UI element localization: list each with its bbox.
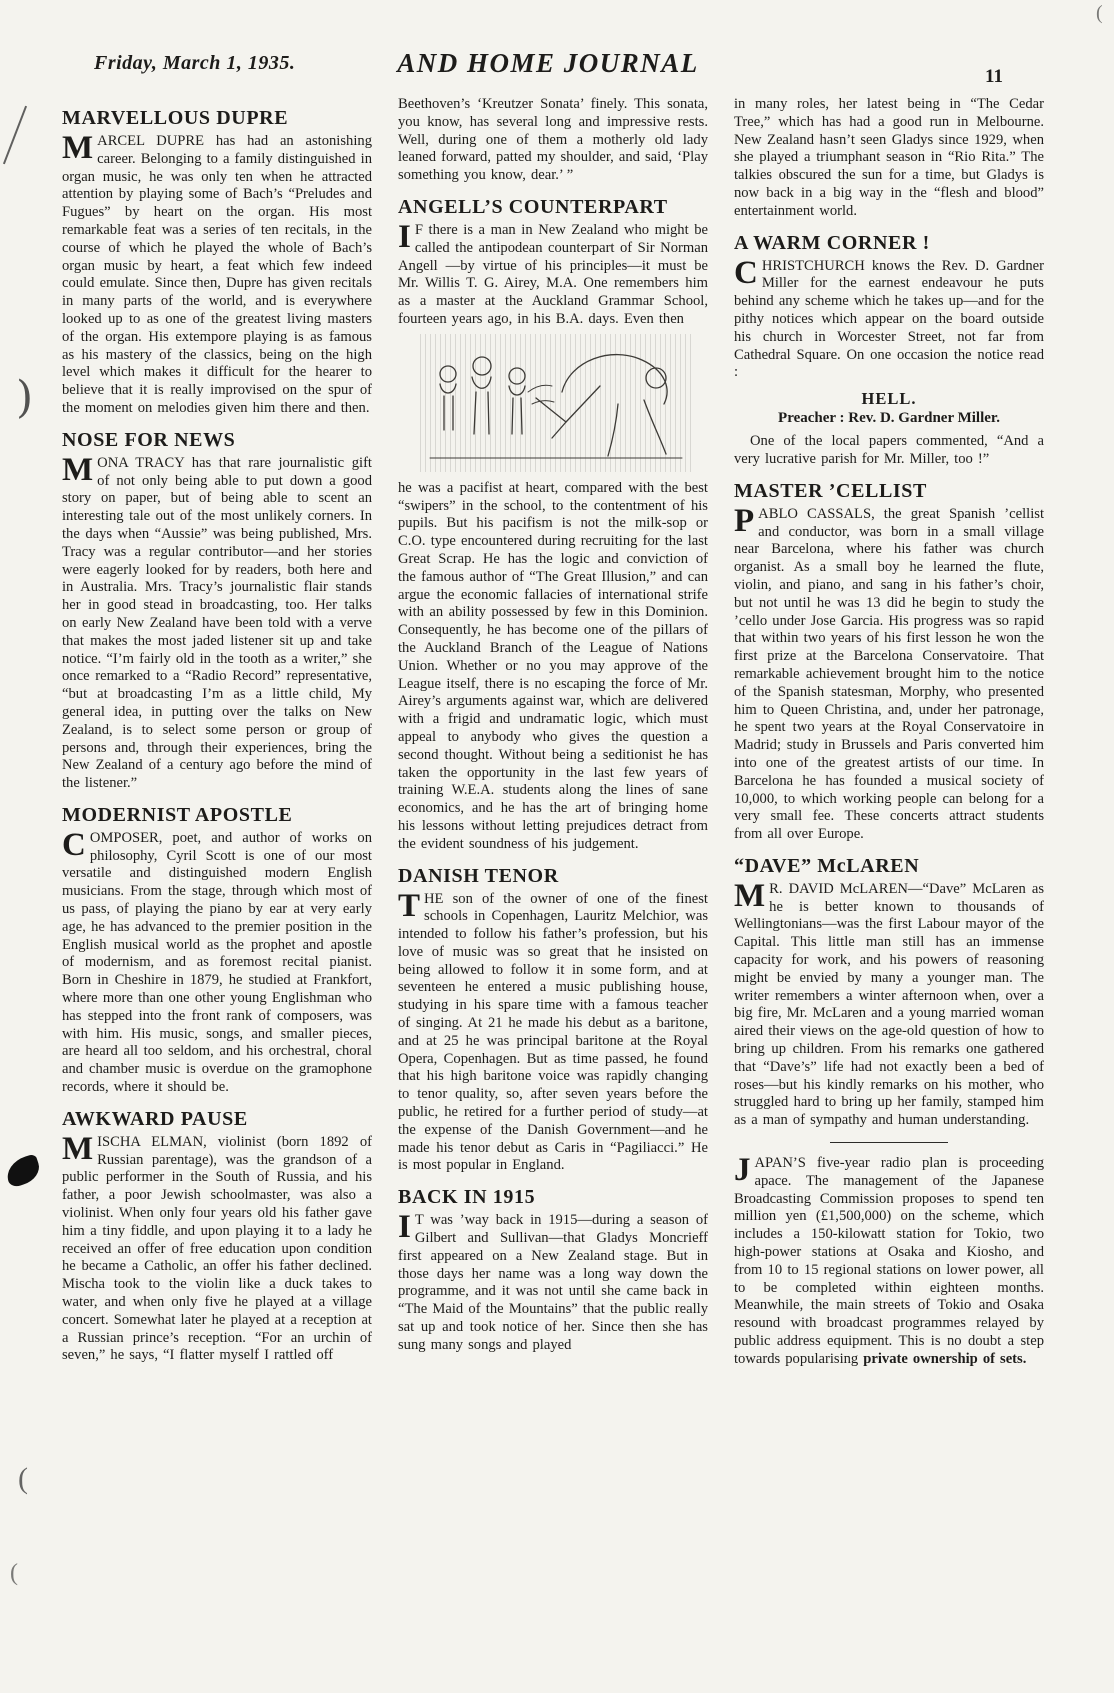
article-text: ABLO CASSALS, the great Spanish ’cellist and conductor, was born in a small village near Barcelona, where his father was church organist. As a small boy he learned the flute, violin, and piano, and sang in his father’s choir, but not until he was 13 did he begin to study the ’cello under Jose Garcia. His progress was so rapid that within two years of his first lesson he won the first prize at the Barcelona Conservatoire. That remarkable achievement brought him to the notice of the Spanish statesman, Morphy, who presented him to Queen Christina, and, under her patronage, he spent two years at the Royal Conservatoire in Madrid; study in Brussels and Paris converted him into one of the greatest artists of our time. In Barcelona he has founded a musical society of 10,000, to which working people can belong for a very small fee. These concerts attract students from all over Europe. bbox=[734, 505, 1044, 843]
article-body bbox=[734, 502, 1044, 844]
article-text: APAN’S five-year radio plan is proceeding apace. The management of the Japanese Broadcasting Commission proposes to spend ten million yen (£1,500,000) on the scheme, which includes a 150-kilowatt station for Tokio, two high-power stations at Osaka and Kiosho, and from 10 to 15 regional stations on lower power, all to be completed within eighteen months. Meanwhile, the main streets of Tokio and Osaka resound with broadcast programmes relayed by public address equipment. This is no doubt a step towards popularising bbox=[734, 1155, 1044, 1367]
drop-cap: C bbox=[62, 826, 86, 863]
margin-pen-mark bbox=[3, 106, 27, 165]
drop-cap: C bbox=[734, 254, 758, 291]
article-headline: MARVELLOUS DUPRE bbox=[62, 107, 289, 129]
notice-title: HELL. bbox=[861, 389, 917, 409]
article-body bbox=[398, 887, 708, 1176]
article-body bbox=[62, 826, 372, 1097]
column-1 bbox=[62, 96, 372, 1693]
drop-cap: M bbox=[62, 130, 94, 166]
continuation-text: One of the local papers commented, “And a very lucrative parish for Mr. Miller, too !” bbox=[734, 433, 1044, 467]
margin-pen-mark: ( bbox=[10, 1560, 18, 1586]
article-body bbox=[398, 1209, 708, 1354]
drop-cap: I bbox=[398, 218, 411, 255]
article-body bbox=[398, 218, 708, 329]
notice-subtitle: Preacher : Rev. D. Gardner Miller. bbox=[778, 410, 1000, 427]
drop-cap: M bbox=[62, 1130, 94, 1167]
continuation-paragraph bbox=[734, 96, 1044, 221]
article-headline: A WARM CORNER ! bbox=[734, 231, 930, 254]
article-body bbox=[734, 877, 1044, 1130]
drop-cap: T bbox=[398, 887, 421, 924]
article-text: OMPOSER, poet, and author of works on philosophy, Cyril Scott is one of our most versatile and distinguished modern English musicians. From the stage, through which most of us pass, of playing the piano by ear at very early age, he has advanced to the premier position in the English musical world as the prophet and apostle of modernism, and as foremost recital pianist. Born in Cheshire in 1879, he studied at Frankfort, where more than one other young Englishman who has stepped into the front rank of composers, was with him. His music, songs, and smaller pieces, are heard all too seldom, and his orchestral, choral and chamber music is overdue on the gramophone records, where it should be. bbox=[62, 829, 372, 1096]
article-headline: DANISH TENOR bbox=[398, 864, 559, 887]
article-body bbox=[734, 1152, 1044, 1369]
article-body bbox=[62, 1130, 372, 1365]
drop-cap: J bbox=[734, 1152, 751, 1189]
columns bbox=[62, 96, 1044, 1693]
continuation-paragraph bbox=[398, 96, 708, 185]
drop-cap: P bbox=[734, 502, 755, 539]
margin-pen-mark: ( bbox=[1096, 2, 1103, 24]
article-body bbox=[62, 130, 372, 418]
cartoon-sketch-illustration bbox=[420, 334, 692, 472]
article-headline: MODERNIST APOSTLE bbox=[62, 803, 293, 826]
column-2 bbox=[398, 96, 708, 1693]
ink-blot-mark bbox=[3, 1153, 43, 1188]
margin-pen-mark: ) bbox=[16, 372, 34, 423]
article-text: T was ’way back in 1915—during a season of Gilbert and Sullivan—that Gladys Moncrieff first appeared on a New Zealand stage. But in those days her name was a long way down the programme, and it was not until she came back in “The Maid of the Mountains” that the public really sat up and took notice of her. Since then she has sung many songs and played bbox=[398, 1212, 708, 1353]
article-text: ARCEL DUPRE has had an astonishing career. Belonging to a family distinguished in organ music, he was only ten when he attracted attention by playing some of Bach’s “Preludes and Fugues” by heart on the organ. His most remarkable feat was a series of ten recitals, in the course of which he played the whole of Bach’s organ music by heart, a feat which few indeed could emulate. Since then, Dupre has given recitals in many parts of the world, and is everywhere looked up to as one of the greatest living masters of the organ. His extempore playing is as famous as his mastery of the classics, being on the high level which makes it difficult for the hearer to believe that it is really improvised on the spur of the moment on melodies given him there and then. bbox=[62, 133, 372, 416]
article-text: ONA TRACY has that rare journalistic gift of not only being able to put down a good story on paper, but of being able to scent an interesting tale out of the most unlikely corners. In the days when “Aussie” was being published, Mrs. Tracy was a regular contributor—and her stories were eagerly looked for by readers, both here and in Australia. Mrs. Tracy’s journalistic flair stands her in good stead in broadcasting, too. Her talks on early New Zealand have been told with a verve that makes the most jaded listener sit up and take notice. “I’m fairly old in the tooth as a writer,” she once remarked to a “Radio Record” representative, “but at broadcasting I’m as a little child, My general idea, in putting over the talks on New Zealand, is to select some person or group of persons and, through their experiences, bring the New Zealand of a century ago before the mind of the listener.” bbox=[62, 454, 372, 792]
page-header bbox=[0, 0, 1114, 96]
issue-date: Friday, March 1, 1935. bbox=[94, 52, 296, 74]
article-headline: AWKWARD PAUSE bbox=[62, 1107, 248, 1130]
column-3 bbox=[734, 96, 1044, 1693]
article-text: F there is a man in New Zealand who might be called the antipodean counterpart of Sir Norman Angell —by virtue of his principles—it must be Mr. Willis T. G. Airey, M.A. One remembers him as a master at the Auckland Grammar School, fourteen years ago, in his B.A. days. Even then bbox=[398, 221, 708, 327]
continuation-text: in many roles, her latest being in “The Cedar Tree,” which has had a good run in Melbourne. New Zealand hasn’t seen Gladys since 1929, when she played a triumphant season in “Rio Rita.” The talkies obscured the sun for a time, but Gladys is now back in a big way in the “flesh and blood” entertainment world. bbox=[734, 96, 1044, 219]
article-body bbox=[62, 451, 372, 793]
article-headline: “DAVE” McLAREN bbox=[734, 854, 920, 877]
cartoon-sketch-drawing bbox=[420, 334, 692, 472]
article-headline: MASTER ’CELLIST bbox=[734, 479, 927, 502]
drop-cap: M bbox=[62, 451, 94, 488]
church-notice bbox=[734, 389, 1044, 427]
article-headline: NOSE FOR NEWS bbox=[62, 428, 236, 451]
continuation-paragraph bbox=[734, 433, 1044, 469]
continuation-paragraph bbox=[398, 480, 708, 854]
margin-pen-mark: ( bbox=[18, 1462, 28, 1495]
bold-closing-text: private ownership of sets. bbox=[863, 1350, 1027, 1367]
article-text: R. DAVID McLAREN—“Dave” McLaren as he is better known to thousands of Wellingtonians—was the first Labour mayor of the Capital. This little man still has an immense capacity for work, and his powers of reasoning might be envied by many a younger man. The writer remembers a winter afternoon when, over a big fire, Mr. McLaren and a young married woman aired their views on the age-old question of how to bring up children. From his remarks one gathered that “Dave’s” life had not exactly been a bed of roses—but his kindly remarks on his mother, who struggled hard to bring up her family, stamped him as a man of sympathy and human understanding. bbox=[734, 880, 1044, 1129]
article-text: HE son of the owner of one of the finest schools in Copenhagen, Lauritz Melchior, was intended to follow his father’s profession, but his love of music was so great that he insisted on being allowed to follow it in some form, and at seventeen he entered a music publishing house, studying in his spare time with a famous teacher of singing. At 21 he made his debut as a baritone, and at 25 he was principal baritone at the Royal Opera, Copenhagen. But as time passed, he found that his high baritone voice was rapidly changing to tenor quality, so, after seven years before the public, he retired for a further period of study—at the expense of the Danish Government—and he made his tenor debut as Caris in “Pagiliacci.” He is most popular in England. bbox=[398, 890, 708, 1174]
article-headline: ANGELL’S COUNTERPART bbox=[398, 195, 668, 218]
continuation-text: he was a pacifist at heart, compared with the best “swipers” in the school, to the contentment of his pupils. But his pacifism is not the milk-sop or C.O. type encountered during recruiting for the last Great Scrap. He has the logic and conviction of the famous author of “The Great Illusion,” and can argue the economic fallacies of international strife with an ability possessed by few in this Dominion. Consequently, he has become one of the pillars of the Auckland Branch of the League of Nations Union. Whether or no you may approve of the League itself, there is no escaping the force of Mr. Airey’s arguments against war, which are delivered with a frigid and undramatic logic, which must appeal to anybody who gives the question a second thought. Without being a seditionist he has taken the opportunity in the last few years of training W.E.A. students along the lines of sane economics, and he has the art of bringing home his lessons without letting prejudices detract from the evident soundness of his judgement. bbox=[398, 479, 708, 852]
section-divider-rule bbox=[830, 1142, 948, 1143]
continuation-text: Beethoven’s ‘Kreutzer Sonata’ finely. This sonata, you know, has several long and impressive rests. Well, during one of them a motherly old lady leaned forward, patted my shoulder, and said, ‘Play something you know, dear.’ ” bbox=[398, 96, 708, 184]
page-number: 11 bbox=[985, 66, 1003, 87]
drop-cap: M bbox=[734, 877, 766, 914]
masthead-title: AND HOME JOURNAL bbox=[397, 48, 699, 78]
article-headline: BACK IN 1915 bbox=[398, 1186, 536, 1209]
drop-cap: I bbox=[398, 1209, 411, 1246]
article-text: ISCHA ELMAN, violinist (born 1892 of Russian parentage), was the grandson of a public performer in the South of Russia, and his father, a poor Jewish schoolmaster, was also a violinist. When only four years old his father gave him a tiny fiddle, and upon playing it to a lady he received an offer of free education upon condition he became a Catholic, an offer his father declined. Mischa took to the violin like a duck takes to water, and when only five he played at a village concert. Somewhat later he played at a reception at a Russian prince’s reception. “For an urchin of seven,” he says, “I flatter myself I rattled off bbox=[62, 1133, 372, 1364]
article-body bbox=[734, 254, 1044, 383]
article-text: HRISTCHURCH knows the Rev. D. Gardner Miller for the earnest endeavour he puts behind any scheme which he takes up—and for the pithy notices which appear on the board outside his church in Worcester Street, not far from Cathedral Square. On one occasion the notice read : bbox=[734, 257, 1044, 381]
